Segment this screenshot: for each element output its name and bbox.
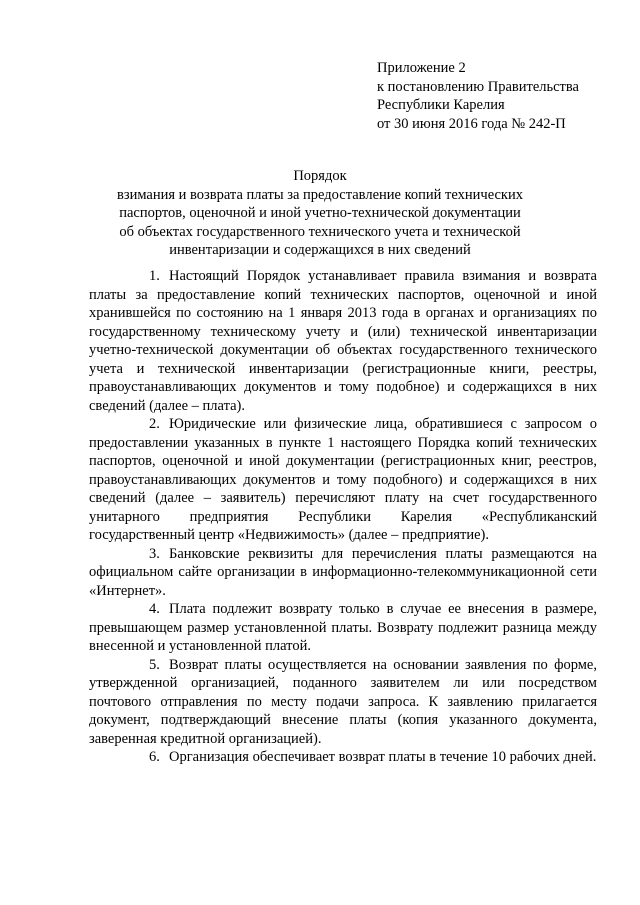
title-subtitle-line: инвентаризации и содержащихся в них сведений — [169, 242, 471, 258]
appendix-note — [377, 59, 579, 133]
paragraph-number: 5. — [149, 656, 160, 673]
appendix-line: к постановлению Правительства — [377, 78, 579, 95]
paragraph — [89, 267, 597, 415]
appendix-line: от 30 июня 2016 года № 242-П — [377, 115, 566, 132]
paragraph-text: Возврат платы осуществляется на основании заявления по форме, утвержденной организацией, поданного заявителем ли или посредством почтового отправления по месту подачи запроса. К заявлению прилагается документ, подтверждающий внесение платы (копия указанного документа, заверенная кредитной организацией). — [89, 656, 597, 747]
document-title — [110, 167, 530, 260]
paragraph-number: 4. — [149, 601, 160, 617]
title-heading: Порядок — [293, 168, 347, 184]
paragraph — [89, 545, 597, 601]
title-subtitle-line: об объектах государственного технического учета и технической — [119, 223, 521, 240]
paragraph-text: Плата подлежит возврату только в случае ее внесения в размере, превышающем размер установленной платы. Возврату подлежит разница между внесенной и установленной платой. — [89, 601, 597, 654]
paragraph-text: Юридические или физические лица, обратившиеся с запросом о предоставлении указанных в пункте 1 настоящего Порядка копий технических паспортов, оценочной и иной документации (регистрационных книг, реестров, правоустанавливающих документов и тому подобного) и содержащихся в них сведений (далее – заявитель) перечисляют плату на счет государственного унитарного предприятия Республики Карелия «Республиканский государственный центр «Недвижимость» (далее – предприятие). — [89, 416, 597, 543]
title-subtitle-line: паспортов, оценочной и иной учетно-технической документации — [119, 205, 521, 221]
appendix-line: Республики Карелия — [377, 97, 505, 113]
paragraph-text: Организация обеспечивает возврат платы в течение 10 рабочих дней. — [169, 749, 597, 765]
paragraph-number: 2. — [149, 416, 160, 432]
paragraph-number: 1. — [149, 268, 160, 284]
paragraph-text: Настоящий Порядок устанавливает правила взимания и возврата платы за предоставление копий технических паспортов, оценочной и иной хранившейся по состоянию на 1 января 2013 года в органах и организациях по государственному техническому учету и (или) технической инвентаризации учетно-технической документации об объектах государственного технического учета и технической инвентаризации (регистрационные книги, реестры, правоустанавливающих документов и тому подобное) и содержащихся в них сведений (далее – плата). — [89, 268, 597, 414]
document-body — [89, 267, 597, 767]
paragraph-text: Банковские реквизиты для перечисления платы размещаются на официальном сайте организации в информационно-телекоммуникационной сети «Интернет». — [89, 545, 597, 599]
appendix-line: Приложение 2 — [377, 60, 466, 76]
paragraph — [89, 656, 597, 749]
paragraph-number: 6. — [149, 749, 160, 765]
paragraph-number: 3. — [149, 545, 160, 562]
paragraph — [89, 415, 597, 545]
title-subtitle-line: взимания и возврата платы за предоставление копий технических — [117, 186, 523, 203]
paragraph — [89, 748, 597, 767]
paragraph — [89, 600, 597, 656]
